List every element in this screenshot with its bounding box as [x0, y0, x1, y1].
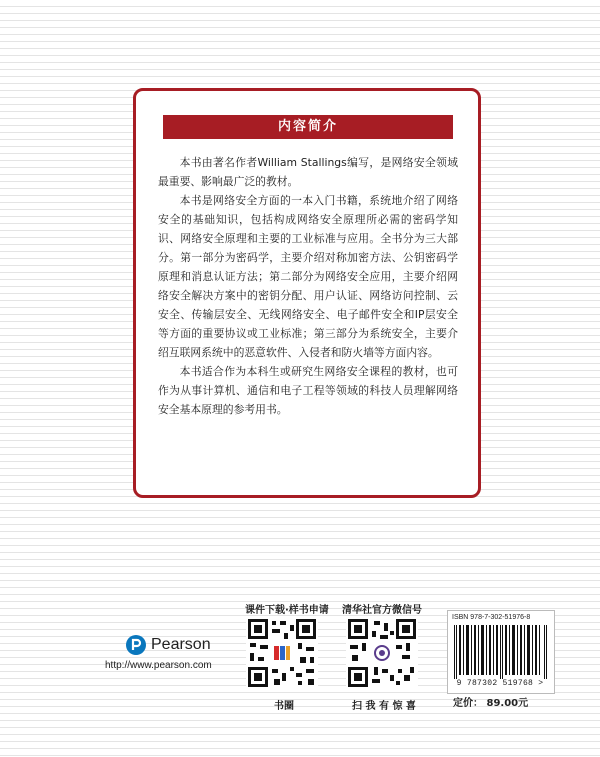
qr-code-wechat[interactable] — [346, 617, 418, 689]
intro-paragraph-2: 本书是网络安全方面的一本入门书籍，系统地介绍了网络安全的基础知识，包括构成网络安全原理所必需的密码学知识、网络安全原理和主要的工业标准与应用。全书分为三大部分。第一部分为密码学，主要介绍对称加密方法、公钥密码学原理和消息认证方法；第二部分为网络安全应用，主要介绍网络安全解决方案中的密钥分配、用户认证、网络访问控制、云安全、传输层安全、无线网络安全、电子邮件安全和IP层安全等方面的重要协议或工业标准；第三部分为系统安全，主要介绍互联网系统中的恶意软件、入侵者和防火墙等方面内容。 — [158, 194, 458, 359]
intro-text — [158, 153, 458, 419]
intro-box — [133, 88, 481, 498]
qr-caption-wechat: 扫 我 有 惊 喜 — [352, 701, 416, 712]
pearson-p-icon — [126, 635, 146, 655]
barcode — [447, 610, 555, 694]
pearson-logo — [126, 635, 211, 655]
qr-label-courseware: 课件下载·样书申请 — [245, 605, 329, 616]
barcode-digits: 9 787302 519768 > — [456, 679, 544, 688]
qr-icon — [346, 617, 418, 689]
qr-caption-courseware: 书圈 — [274, 701, 294, 712]
qr-code-courseware[interactable] — [246, 617, 318, 689]
isbn-text: ISBN 978-7-302-51976-8 — [452, 614, 531, 621]
price: 定价： 89.00元 — [453, 698, 529, 709]
intro-title: 内容简介 — [163, 115, 453, 139]
qr-label-wechat: 清华社官方微信号 — [342, 605, 422, 616]
qr-icon — [246, 617, 318, 689]
barcode-icon — [454, 625, 548, 679]
pearson-name: Pearson — [151, 636, 211, 653]
publisher-url[interactable]: http://www.pearson.com — [105, 660, 212, 671]
intro-paragraph-1: 本书由著名作者William Stallings编写，是网络安全领域最重要、影响最广泛的教材。 — [158, 156, 458, 188]
intro-paragraph-3: 本书适合作为本科生或研究生网络安全课程的教材，也可作为从事计算机、通信和电子工程等领域的科技人员理解网络安全基本原理的参考用书。 — [158, 365, 458, 416]
